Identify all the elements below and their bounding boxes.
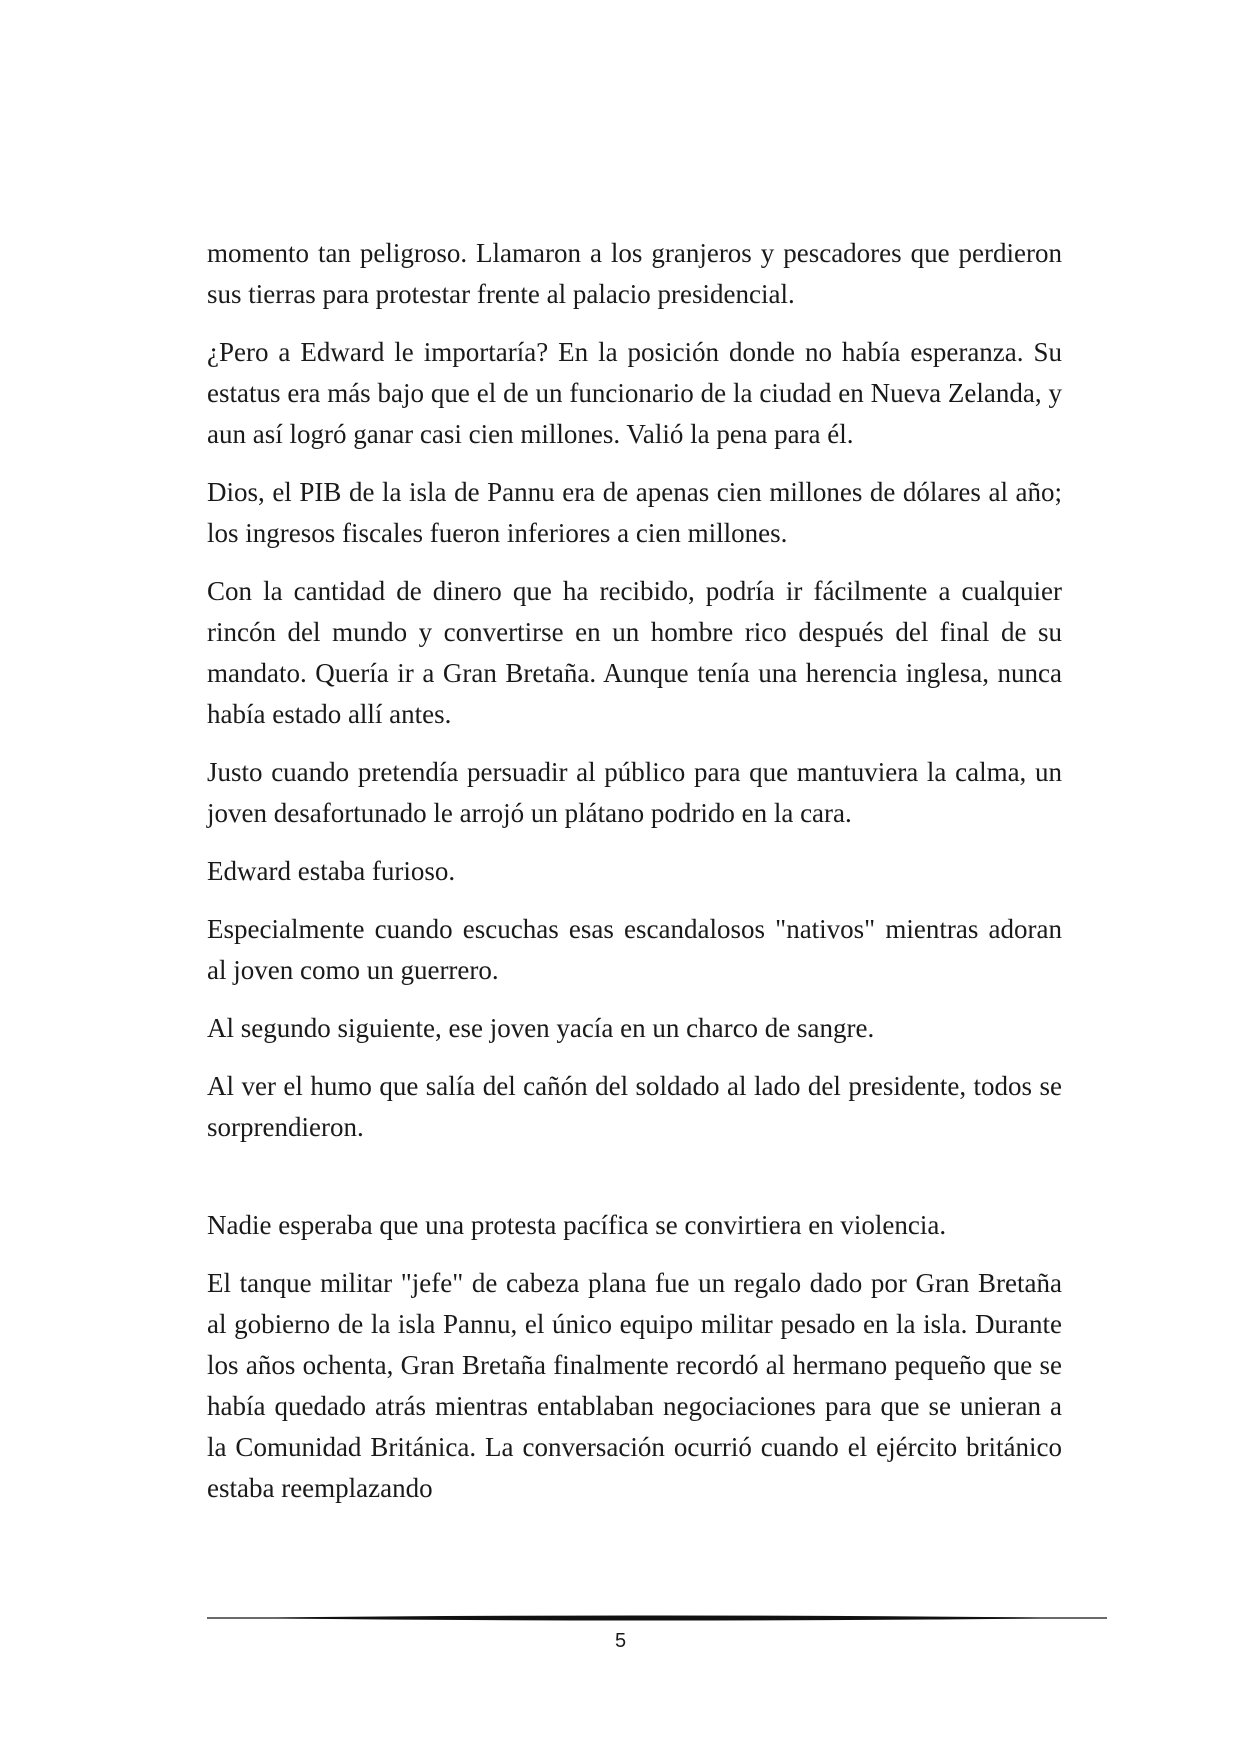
paragraph-7: Especialmente cuando escuchas esas escandalosos "nativos" mientras adoran al joven como un guerrero. (207, 914, 1062, 985)
paragraph-11: El tanque militar "jefe" de cabeza plana fue un regalo dado por Gran Bretaña al gobierno de la isla Pannu, el único equipo militar pesado en la isla. Durante los años ochenta, Gran Bretaña finalmente recordó al hermano pequeño que se había quedado atrás mientras entablaban negociaciones para que se unieran a la Comunidad Británica. La conversación ocurrió cuando el ejército británico estaba reemplazando (207, 1268, 1062, 1503)
paragraph-10: Nadie esperaba que una protesta pacífica se convirtiera en violencia. (207, 1210, 947, 1240)
paragraph-2: ¿Pero a Edward le importaría? En la posición donde no había esperanza. Su estatus era más bajo que el de un funcionario de la ciudad en Nueva Zelanda, y aun así logró ganar casi cien millones. Valió la pena para él. (207, 337, 1062, 449)
footer-divider (207, 1614, 1107, 1622)
paragraph-6: Edward estaba furioso. (207, 856, 456, 886)
paragraph-3: Dios, el PIB de la isla de Pannu era de apenas cien millones de dólares al año; los ingresos fiscales fueron inferiores a cien millones. (207, 477, 1062, 548)
body-text (207, 233, 1062, 1526)
paragraph-1: momento tan peligroso. Llamaron a los granjeros y pescadores que perdieron sus tierras para protestar frente al palacio presidencial. (207, 238, 1062, 309)
paragraph-5: Justo cuando pretendía persuadir al público para que mantuviera la calma, un joven desafortunado le arrojó un plátano podrido en la cara. (207, 757, 1062, 828)
paragraph-4: Con la cantidad de dinero que ha recibido, podría ir fácilmente a cualquier rincón del mundo y convertirse en un hombre rico después del final de su mandato. Quería ir a Gran Bretaña. Aunque tenía una herencia inglesa, nunca había estado allí antes. (207, 576, 1062, 729)
paragraph-8: Al segundo siguiente, ese joven yacía en un charco de sangre. (207, 1013, 875, 1043)
page-number: 5 (614, 1630, 627, 1652)
paragraph-9: Al ver el humo que salía del cañón del soldado al lado del presidente, todos se sorprendieron. (207, 1071, 1062, 1142)
section-break (207, 1165, 1062, 1205)
